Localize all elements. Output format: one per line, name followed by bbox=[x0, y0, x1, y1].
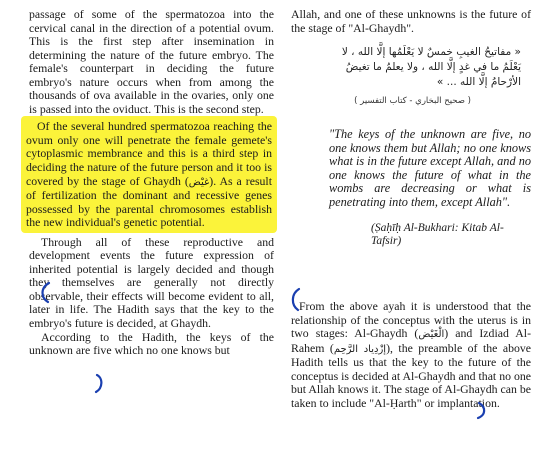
arabic-term-al-ghaydh: الْغَيْض bbox=[418, 329, 445, 341]
paragraph-conceptus-stages bbox=[291, 300, 531, 410]
paragraph-spermatozoa-passage: passage of some of the spermatozoa into the cervical canal in the direction of a potential ovum. This is the first step after insemination in determining the nature of the future embryo. The female's counterpart in deciding the future embryo's nature occurs when from among the thousands of ova available in the ovaries, only one is passed into the oviduct. This is the second step. bbox=[29, 7, 274, 116]
paragraph-according-hadith: According to the Hadith, the keys of the unknown are five which no one knows but bbox=[29, 329, 274, 358]
arabic-hadith-source: ( صحيح البخاري - كتاب التفسير ) bbox=[354, 96, 471, 107]
paragraph-fertilization bbox=[26, 120, 272, 229]
paragraph-unknowns-intro: Allah, and one of these unknowns is the future of the stage of "Al-Ghaydh". bbox=[291, 7, 531, 35]
arabic-hadith-text: « مفاتيحُ الغيبِ خمسٌ لا يَعْلَمُها إلَّا الله ، لا يَعْلَمُ ما في غدٍ إلَّا الله ، ولا يعلمُ ما تغيضُ الأرْحامُ إلَّا الله ... » bbox=[341, 46, 521, 89]
highlighted-passage bbox=[22, 117, 276, 231]
right-body bbox=[291, 300, 531, 410]
arabic-term-izdiad: إزْدِياد الرَّحِم bbox=[333, 343, 387, 355]
left-close-bracket-mark bbox=[96, 375, 101, 392]
from-text-c: ), the preamble of the above Hadith tells us that the key to the future of the conceptus is decided at Al-Ghaydh and that no one but Allah knows it. The stage of Al-Ghaydh can be taken to include "Al-Ḥarth" or implantation. bbox=[291, 340, 532, 410]
from-text-a: From the above ayah it is understood that the relationship of the conceptus with the uterus is in two stages: Al-Ghaydh ( bbox=[291, 299, 531, 341]
paragraph-reproductive-events: Through all of these reproductive and development events the future expression of inherited potential is largely decided and though they themselves are generally not directly observable, their effects will become evident to all, later in life. The Hadith says that the key to the embryo's future is decided, at Ghaydh. bbox=[29, 234, 274, 331]
hadith-translation-quote: "The keys of the unknown are five, no one knows them but Allah; no one knows what is in the future except Allah, and no one knows the future of what in the wombs are decreasing or what is penetrating into them, except Allah". bbox=[329, 127, 531, 209]
from-text-b: ) and Izdiad Al-Rahem ( bbox=[291, 326, 531, 355]
hadith-translation-source: (Ṣaḥīḥ Al-Bukhari: Kitab Al-Tafsir) bbox=[371, 221, 504, 247]
left-column bbox=[26, 7, 274, 358]
left-rest bbox=[29, 236, 274, 358]
arabic-term-ghaydh: غيْض bbox=[188, 176, 210, 188]
right-column bbox=[291, 8, 531, 448]
highlight-text-b: ). As a result of fertilization the dominant and recessive genes possessed by the parental chromosomes establish the new individual's genetic potential. bbox=[26, 173, 272, 230]
highlight-text-a: Of the several hundred spermatozoa reaching the ovum only one will penetrate the female gemete's cytoplasmic membrance and this is a third step in deciding the nature of the future person and it too is covered by the stage of Ghaydh ( bbox=[26, 119, 272, 188]
